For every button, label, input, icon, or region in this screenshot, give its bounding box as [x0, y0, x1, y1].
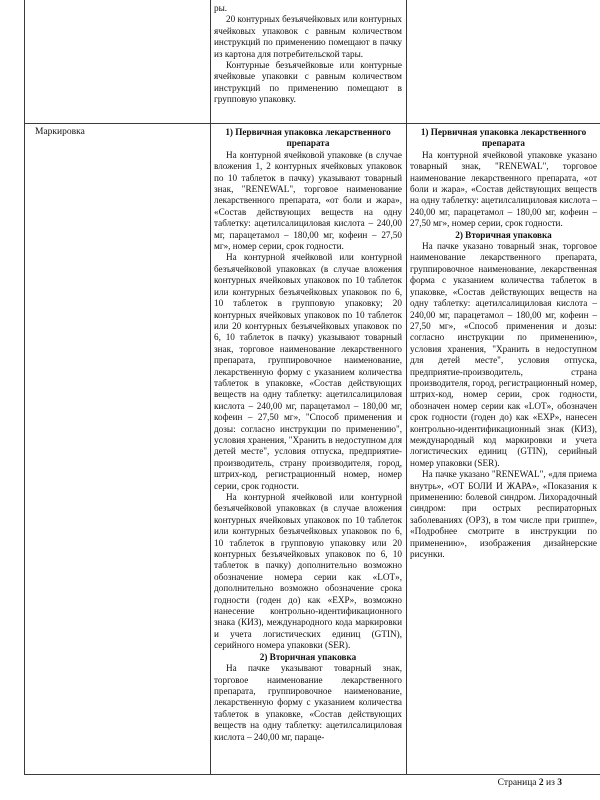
- paragraph: На пачке указывают товарный знак, торговое наименование лекарственного препарата, группировочное наименование, лекарственную форму с указанием количества таблеток в упаковке, «Состав действующих веществ на одну таблетку: ацетилсалициловая кислота – 240,00 мг, параце-: [214, 663, 402, 742]
- row-separator: [24, 123, 600, 124]
- total-pages: 3: [557, 778, 562, 788]
- marking-middle-column: [214, 127, 402, 743]
- paragraph: На контурной ячейковой упаковке указано товарный знак, "RENEWAL", торговое наименование лекарственного препарата, «от боли и жара», «Состав действующих веществ на одну таблетку: ацетилсалициловая кислота – 240,00 мг, парацетамол – 180,00 мг, кофеин – 27,50 мг», номер серии, срок годности.: [410, 149, 597, 229]
- page-separator: из: [546, 778, 555, 788]
- table-divider-1: [210, 0, 211, 775]
- table-divider-2: [406, 0, 407, 775]
- paragraph: На контурной ячейковой или контурной безъячейковой упаковках (в случае вложения контурных ячейковых упаковок по 10 таблеток или контурных безъячейковых упаковок по 6, 10 таблеток в групповую упаковку; 20 контурных ячейковых упаковок по 10 таблеток или 20 контурных безъячейковых упаковок по 6, 10 таблеток в пачку) указывают товарный знак, торговое наименование лекарственного препарата, группировочное наименование, лекарственную форму с указанием количества таблеток в упаковке, «Состав действующих веществ на одну таблетку: ацетилсалициловая кислота – 240,00 мг, парацетамол – 180,00 мг, кофеин – 27,50 мг», "Способ применения и дозы: согласно инструкции по применению", условия хранения, "Хранить в недоступном для детей месте", условия отпуска, предприятие-производитель, страну производителя, город, штрих-код, регистрационный номер, номер серии, срок годности.: [214, 252, 402, 491]
- paragraph: ры.: [214, 3, 228, 13]
- section-heading-primary: 1) Первичная упаковка лекарственного препарата: [420, 127, 587, 149]
- page-number: [498, 778, 562, 788]
- table-border-bottom: [24, 774, 600, 775]
- paragraph: На пачке указано "RENEWAL", «для приема внутрь», «ОТ БОЛИ И ЖАРА», «Показания к применению: болевой синдром. Лихорадочный синдром: при острых респираторных заболеваниях (ОРЗ), в том числе при гриппе», «Подробнее смотрите в инструкции по применению», изображения дизайнерские рисунки.: [410, 469, 597, 560]
- paragraph: Контурные безъячейковые или контурные ячейковые упаковки с равным количеством инструкций по применению помещают в групповую упаковку.: [214, 60, 402, 105]
- top-row-text: [214, 3, 402, 106]
- section-heading-secondary: 2) Вторичная упаковка: [259, 651, 357, 662]
- paragraph: На контурной ячейковой или контурной безъячейковой упаковках (в случае вложения контурных ячейковых упаковок по 10 таблеток или контурных безъячейковых упаковок по 6, 10 таблеток в групповую упаковку или 20 контурных безъячейковых упаковок по 6, 10 таблеток в пачку) дополнительно возможно обозначение номера серии как «LOT», дополнительно возможно обозначение срока годности (годен до) как «EXP», возможно нанесение контрольно-идентификационного знака (КИЗ), международного кода маркировки и учета логистических единиц (GTIN), серийного номера упаковки (SER).: [214, 492, 402, 651]
- marking-right-column: [410, 127, 597, 560]
- page-prefix: Страница: [497, 778, 537, 788]
- row-label-marking: Маркировка: [35, 127, 85, 137]
- paragraph: На контурной ячейковой упаковке (в случае вложения 1, 2 контурных ячейковых упаковок по 10 таблеток в пачку) указывают товарный знак, "RENEWAL", торговое наименование лекарственного препарата, «от боли и жара», «Состав действующих веществ на одну таблетку: ацетилсалициловая кислота – 240,00 мг, парацетамол – 180,00 мг, кофеин – 27,50 мг», номер серии, срок годности.: [214, 149, 402, 252]
- paragraph: 20 контурных безъячейковых или контурных ячейковых упаковок с равным количеством инструкций по применению помещают в пачку из картона для потребительской тары.: [214, 14, 402, 59]
- paragraph: На пачке указано товарный знак, торговое наименование лекарственного препарата, группировочное наименование, лекарственная форма с указанием количества таблеток в упаковке, «Состав действующих веществ на одну таблетку: ацетилсалициловая кислота – 240,00 мг, парацетамол – 180,00 мг, кофеин – 27,50 мг», «Способ применения и дозы: согласно инструкции по применению», условия хранения, "Хранить в недоступном для детей месте", условия отпуска, предприятие-производитель, страна производителя, город, регистрационный номер, штрих-код, номер серии, срок годности, обозначен номер серии как «LOT», обозначен срок годности (годен до) как «EXP», нанесен контрольно-идентификационный знак (КИЗ), международный код маркировки и учета логистических единиц (GTIN), серийный номер упаковки (SER).: [410, 241, 597, 468]
- current-page: 2: [538, 778, 544, 788]
- section-heading-primary: 1) Первичная упаковка лекарственного препарата: [225, 127, 391, 149]
- section-heading-secondary: 2) Вторичная упаковка: [455, 229, 552, 240]
- table-border-left: [24, 0, 25, 775]
